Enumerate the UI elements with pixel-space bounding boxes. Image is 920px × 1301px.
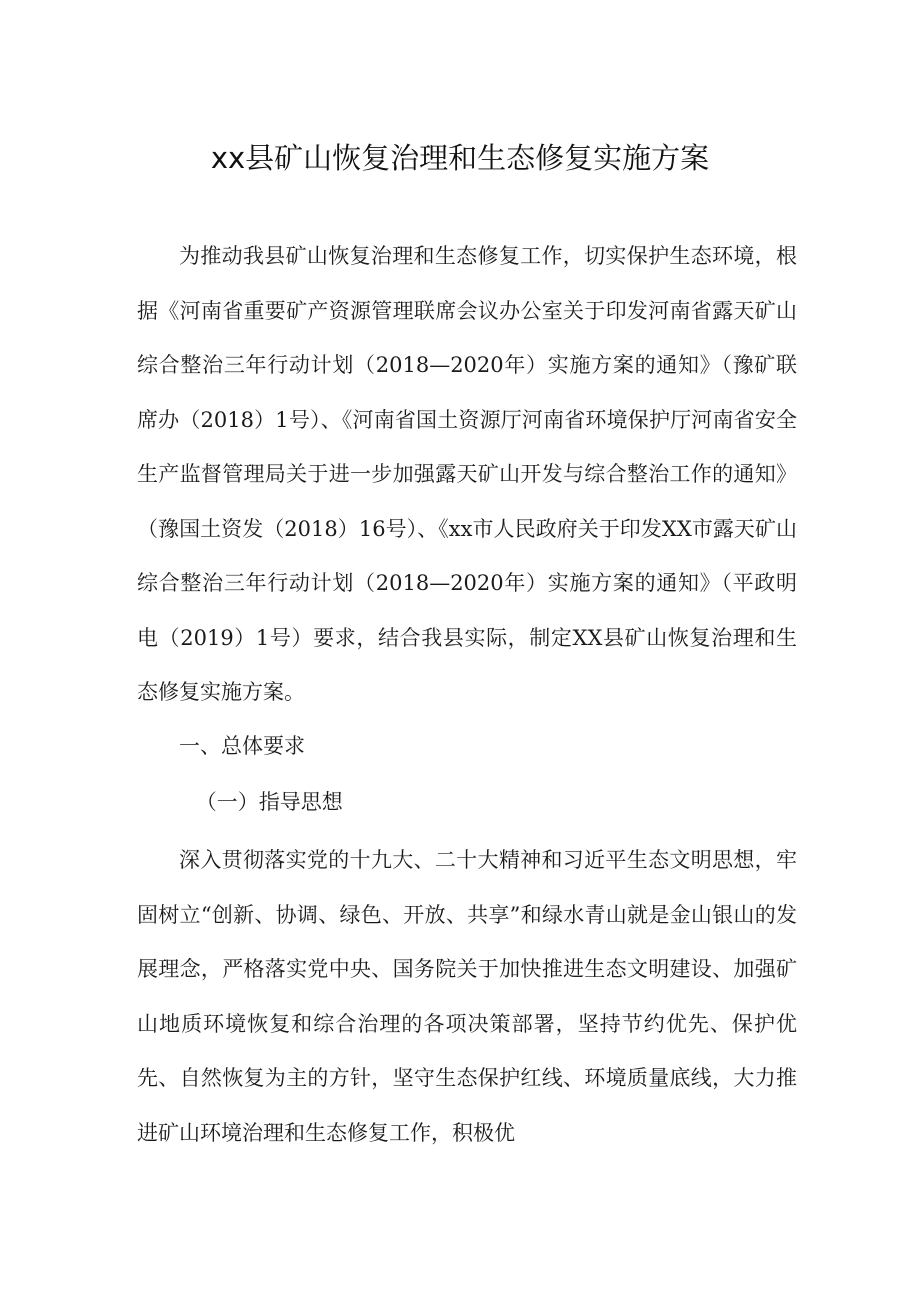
guiding-ideology-paragraph: 深入贯彻落实党的十九大、二十大精神和习近平生态文明思想，牢固树立“创新、协调、绿色、开放、共享”和绿水青山就是金山银山的发展理念，严格落实党中央、国务院关于加快推进生态文明建设、加强矿山地质环境恢复和综合治理的各项决策部署，坚持节约优先、保护优先、自然恢复为主的方针，坚守生态保护红线、环境质量底线，大力推进矿山环境治理和生态修复工作，积极优 [137, 848, 797, 1145]
document-title: xx县矿山恢复治理和生态修复实施方案 [210, 141, 710, 175]
subsection-heading-guiding-ideology: （一）指导思想 [195, 790, 343, 814]
section-heading-general-requirements: 一、总体要求 [179, 734, 305, 758]
intro-paragraph: 为推动我县矿山恢复治理和生态修复工作，切实保护生态环境，根据《河南省重要矿产资源管理联席会议办公室关于印发河南省露天矿山综合整治三年行动计划（2018—2020年）实施方案的通知》（豫矿联席办（2018）1号）、《河南省国土资源厅河南省环境保护厅河南省安全生产监督管理局关于进一步加强露天矿山开发与综合整治工作的通知》（豫国土资发（2018）16号）、《xx市人民政府关于印发XX市露天矿山综合整治三年行动计划（2018—2020年）实施方案的通知》（平政明电（2019）1号）要求，结合我县实际，制定XX县矿山恢复治理和生态修复实施方案。 [137, 244, 797, 704]
